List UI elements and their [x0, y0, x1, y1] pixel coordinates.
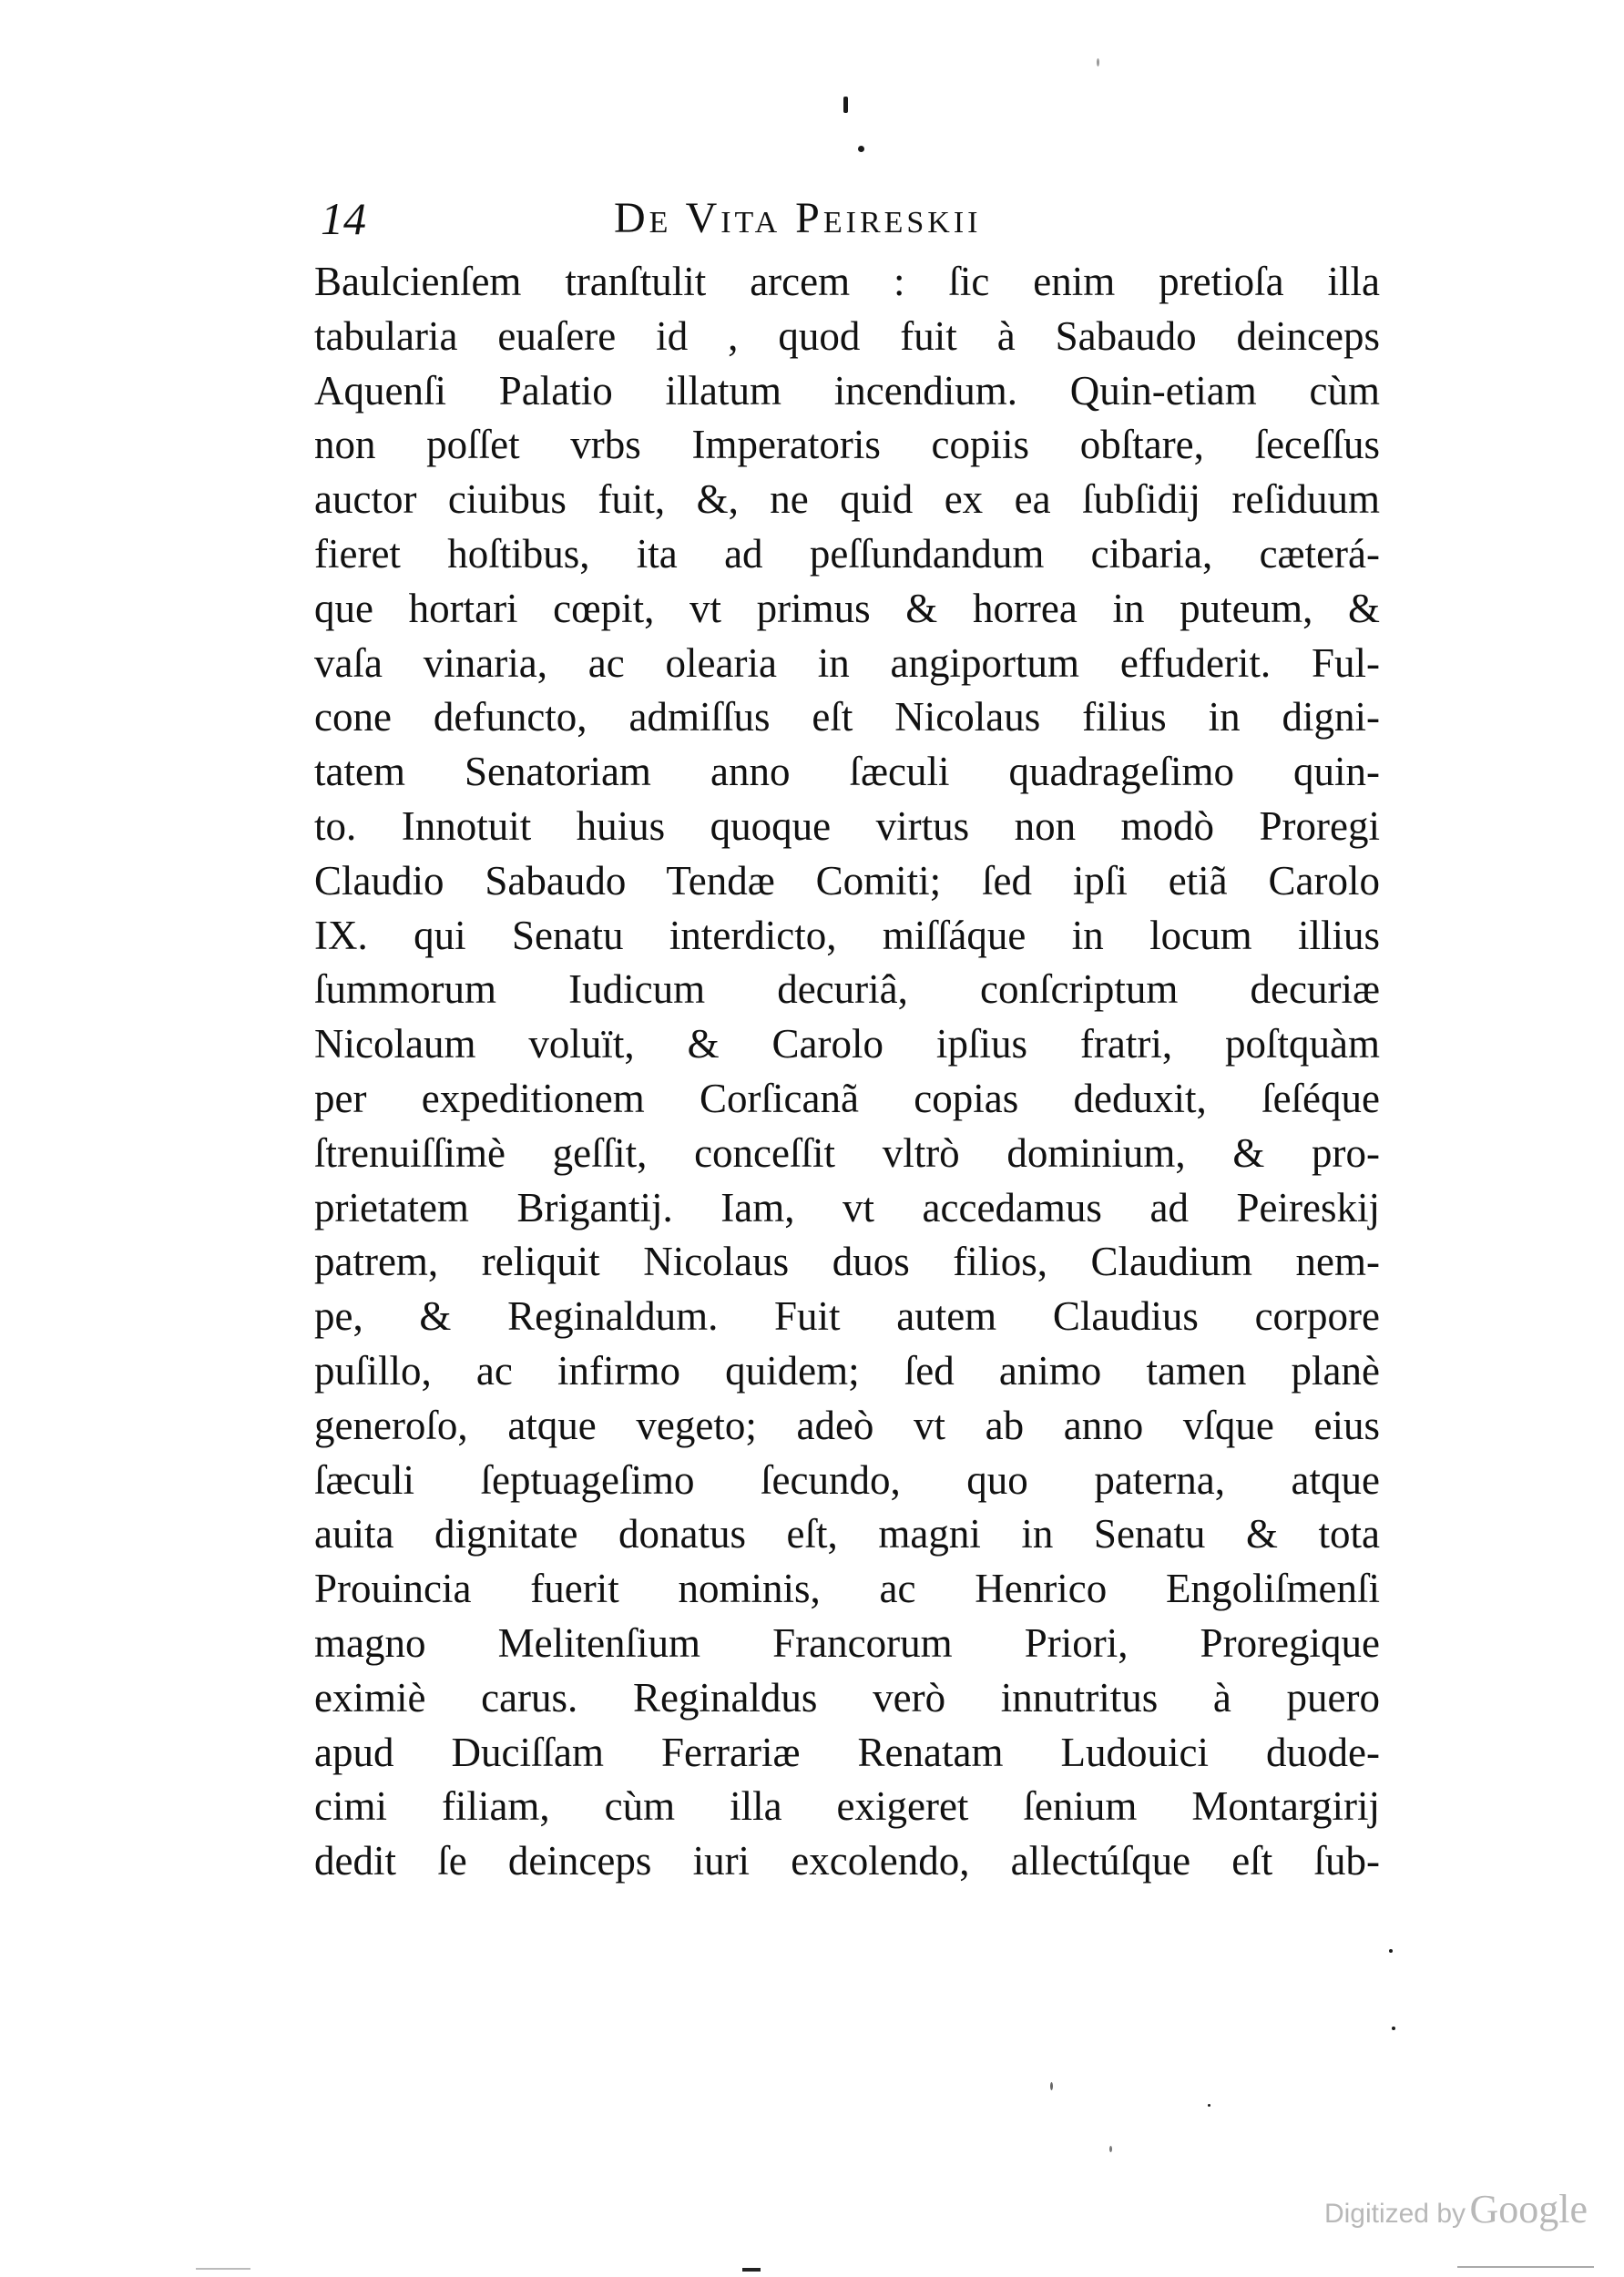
text-line: tabularia euaſere id , quod fuit à Sabaudo deinceps — [314, 312, 1380, 359]
scan-edge-mark — [196, 2268, 250, 2270]
scan-speck — [1050, 2082, 1053, 2090]
text-line: puſillo, ac infirmo quidem; ſed animo tamen planè — [314, 1347, 1380, 1394]
text-line: magno Melitenſium Francorum Priori, Proregique — [314, 1619, 1380, 1666]
page-number: 14 — [321, 193, 366, 244]
text-line: Claudio Sabaudo Tendæ Comiti; ſed ipſi etiã Carolo — [314, 857, 1380, 904]
text-line: dedit ſe deinceps iuri excolendo, allectúſque eſt ſub- — [314, 1838, 1380, 1884]
text-line: Nicolaum voluït, & Carolo ipſius fratri, poſtquàm — [314, 1021, 1380, 1067]
digitized-watermark — [1324, 2186, 1588, 2232]
text-line: auita dignitate donatus eſt, magni in Senatu & tota — [314, 1511, 1380, 1557]
text-line: to. Innotuit huius quoque virtus non modò Proregi — [314, 802, 1380, 849]
text-line: cone defuncto, admiſſus eſt Nicolaus filius in digni- — [314, 694, 1380, 740]
text-line: Prouincia fuerit nominis, ac Henrico Engoliſmenſi — [314, 1566, 1380, 1612]
text-line: ſummorum Iudicum decuriâ, conſcriptum decuriæ — [314, 966, 1380, 1013]
scan-edge-mark — [742, 2268, 761, 2272]
text-line: ſæculi ſeptuageſimo ſecundo, quo paterna, atque — [314, 1456, 1380, 1503]
text-line: apud Duciſſam Ferrariæ Renatam Ludouici duode- — [314, 1729, 1380, 1775]
text-line: generoſo, atque vegeto; adeò vt ab anno vſque eius — [314, 1402, 1380, 1448]
text-line: vaſa vinaria, ac olearia in angiportum effuderit. Ful- — [314, 639, 1380, 686]
text-line: auctor ciuibus fuit, &, ne quid ex ea ſubſidij reſiduum — [314, 476, 1380, 523]
text-line: IX. qui Senatu interdicto, miſſáque in locum illius — [314, 912, 1380, 958]
scan-speck — [1389, 1949, 1393, 1953]
running-head: De Vita Peireskii — [614, 194, 982, 242]
text-line: pe, & Reginaldum. Fuit autem Claudius corpore — [314, 1293, 1380, 1340]
page-header — [321, 191, 1168, 246]
text-line: Baulcienſem tranſtulit arcem : ſic enim pretioſa illa — [314, 259, 1380, 304]
text-line: cimi filiam, cùm illa exigeret ſenium Montargirij — [314, 1783, 1380, 1830]
text-line: prietatem Brigantij. Iam, vt accedamus ad Peireskij — [314, 1184, 1380, 1230]
text-line: patrem, reliquit Nicolaus duos filios, Claudium nem- — [314, 1239, 1380, 1285]
text-line: per expeditionem Corſicanã copias deduxit, ſeſéque — [314, 1075, 1380, 1121]
watermark-brand: Google — [1469, 2187, 1588, 2231]
text-line: fieret hoſtibus, ita ad peſſundandum cibaria, cæterá- — [314, 530, 1380, 577]
scan-speck — [858, 146, 864, 152]
scan-speck — [1097, 58, 1099, 66]
scan-speck — [1208, 2104, 1210, 2107]
scan-speck — [1392, 2027, 1395, 2030]
text-line: tatem Senatoriam anno ſæculi quadrageſimo quin- — [314, 749, 1380, 795]
text-line: que hortari cœpit, vt primus & horrea in puteum, & — [314, 585, 1380, 631]
body-text — [314, 255, 1380, 1889]
scan-edge-mark — [1457, 2266, 1594, 2268]
text-line: ſtrenuiſſimè geſſit, conceſſit vltrò dominium, & pro- — [314, 1129, 1380, 1176]
text-line: non poſſet vrbs Imperatoris copiis obſtare, ſeceſſus — [314, 422, 1380, 468]
scan-speck — [843, 97, 848, 113]
scan-speck — [1109, 2146, 1112, 2152]
watermark-prefix: Digitized by — [1323, 2199, 1466, 2229]
text-line: Aquenſi Palatio illatum incendium. Quin-etiam cùm — [314, 367, 1380, 414]
text-line: eximiè carus. Reginaldus verò innutritus à puero — [314, 1674, 1380, 1721]
